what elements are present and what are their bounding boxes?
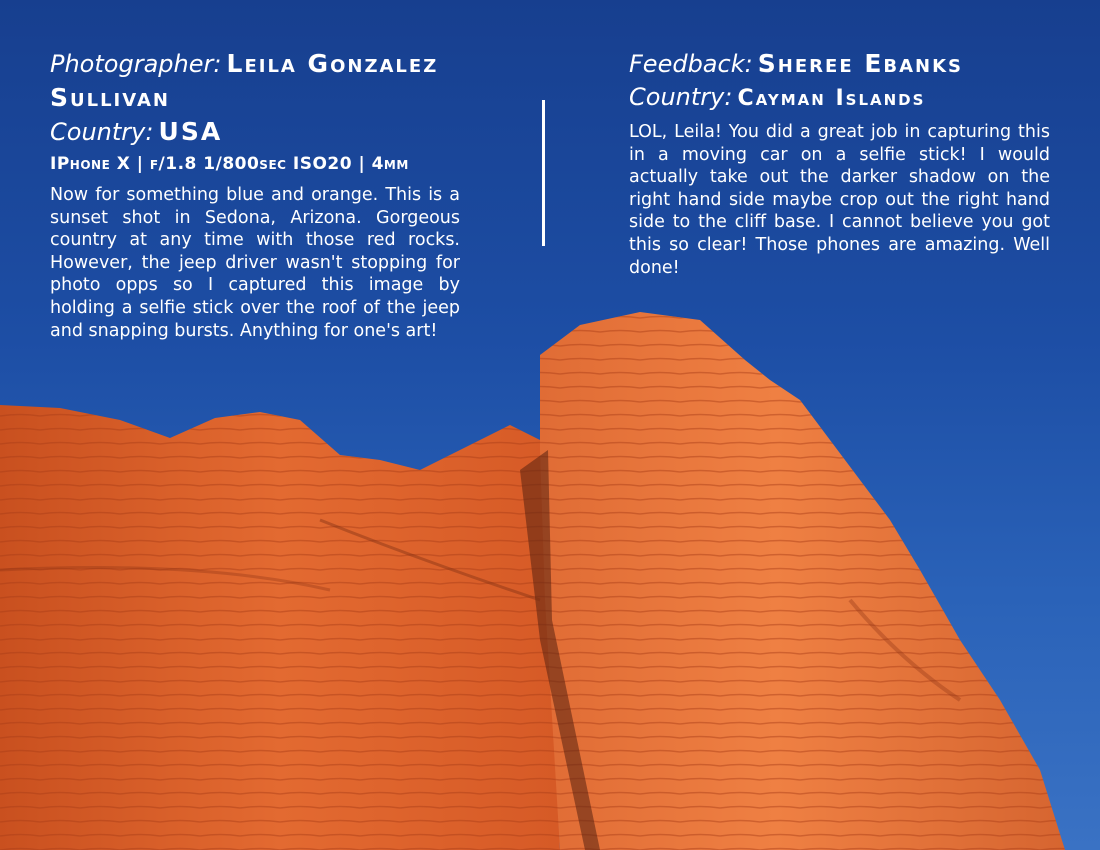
feedback-country-label: Country: xyxy=(629,83,733,111)
feedback-label: Feedback: xyxy=(629,50,753,78)
feedback-name: Sheree Ebanks xyxy=(757,49,964,78)
photographer-section xyxy=(50,48,460,342)
feedback-section xyxy=(629,48,1050,279)
camera-specs: IPhone X | f/1.8 1/800sec ISO20 | 4mm xyxy=(50,154,409,174)
column-divider xyxy=(542,100,545,246)
photographer-description: Now for something blue and orange. This is a sunset shot in Sedona, Arizona. Gorgeous country at any time with those red rocks. However, the jeep driver wasn't stopping for photo opps so I captured this image by holding a selfie stick over the roof of the jeep and snapping bursts. Anything for one's art! xyxy=(50,185,460,341)
feedback-text: LOL, Leila! You did a great job in capturing this in a moving car on a selfie stick! I would actually take out the darker shadow on the right hand side maybe crop out the right hand side to the cliff base. I cannot believe you got this so clear! Those phones are amazing. Well done! xyxy=(629,122,1050,278)
feedback-country: Cayman Islands xyxy=(737,86,926,111)
photographer-label: Photographer: xyxy=(50,50,222,78)
photographer-name: Leila Gonzalez Sullivan xyxy=(50,49,439,112)
photographer-country-label: Country: xyxy=(50,118,154,146)
photographer-country: USA xyxy=(158,117,223,146)
